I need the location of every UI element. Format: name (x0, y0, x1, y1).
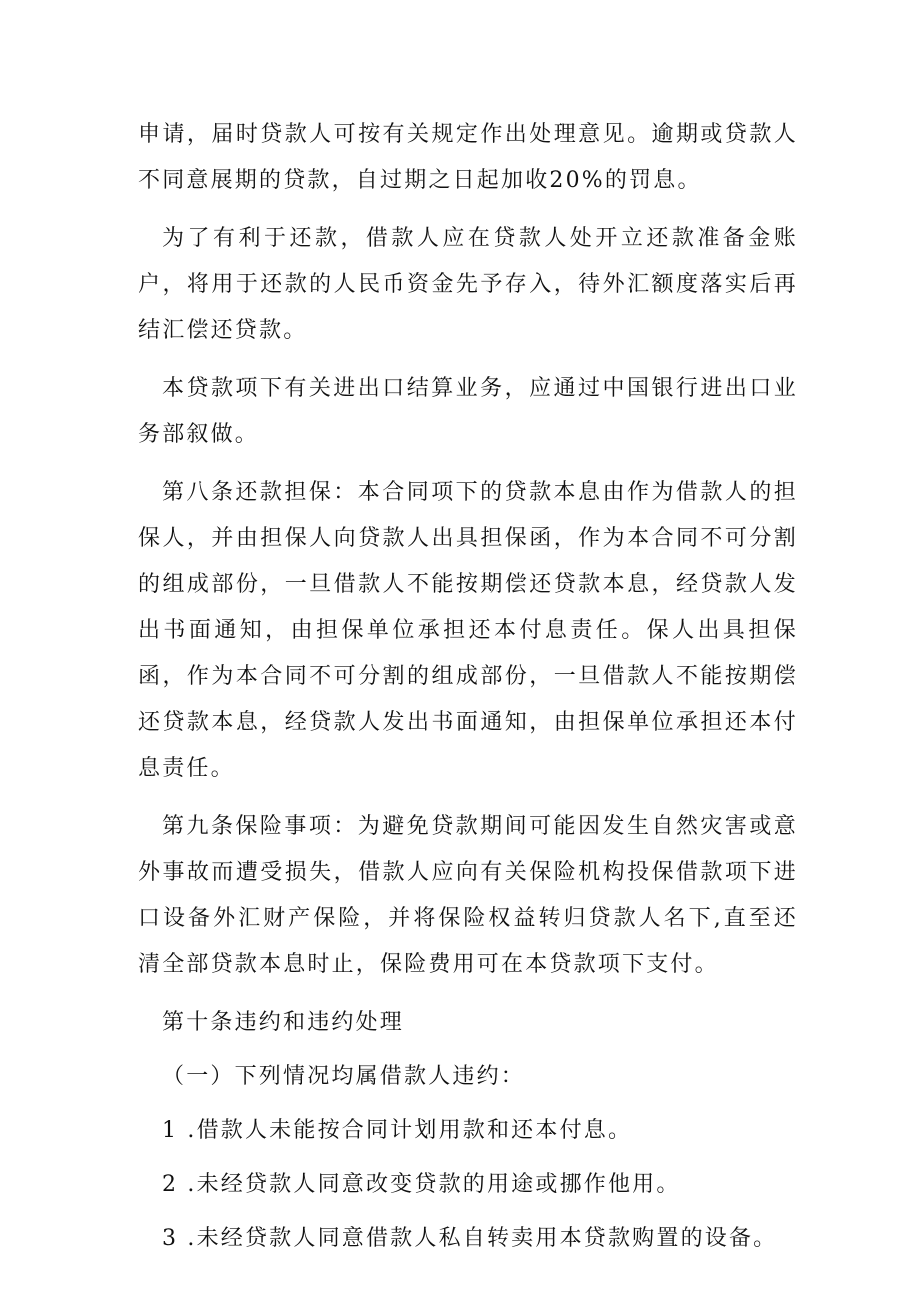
paragraph-article-8-guarantee: 第八条还款担保：本合同项下的贷款本息由作为借款人的担保人，并由担保人向贷款人出具担保函，作为本合同不可分割的组成部份，一旦借款人不能按期偿还贷款本息，经贷款人发出书面通知，由担保单位承担还本付息责任。保人出具担保函，作为本合同不可分割的组成部份，一旦借款人不能按期偿还贷款本息，经贷款人发出书面通知，由担保单位承担还本付息责任。 (138, 480, 798, 781)
paragraph-penalty-interest: 申请，届时贷款人可按有关规定作出处理意见。逾期或贷款人不同意展期的贷款，自过期之日起加收20%的罚息。 (138, 122, 798, 193)
list-item-3: 3 .未经贷款人同意借款人私自转卖用本贷款购置的设备。 (162, 1226, 778, 1251)
list-item-1: 1 .借款人未能按合同计划用款和还本付息。 (162, 1118, 633, 1143)
heading-article-10-default: 第十条违约和违约处理 (162, 1010, 405, 1035)
list-item-2: 2 .未经贷款人同意改变贷款的用途或挪作他用。 (162, 1172, 681, 1197)
heading-default-cases: （一）下列情况均属借款人违约： (162, 1064, 526, 1089)
paragraph-repayment-account: 为了有利于还款，借款人应在贷款人处开立还款准备金账户，将用于还款的人民币资金先予存入，待外汇额度落实后再结汇偿还贷款。 (138, 226, 798, 343)
document-body (138, 112, 798, 1270)
paragraph-article-9-insurance: 第九条保险事项：为避免贷款期间可能因发生自然灾害或意外事故而遭受损失，借款人应向有关保险机构投保借款项下进口设备外汇财产保险，并将保险权益转归贷款人名下,直至还清全部贷款本息时止，保险费用可在本贷款项下支付。 (138, 814, 798, 977)
paragraph-settlement: 本贷款项下有关进出口结算业务，应通过中国银行进出口业务部叙做。 (138, 376, 798, 447)
